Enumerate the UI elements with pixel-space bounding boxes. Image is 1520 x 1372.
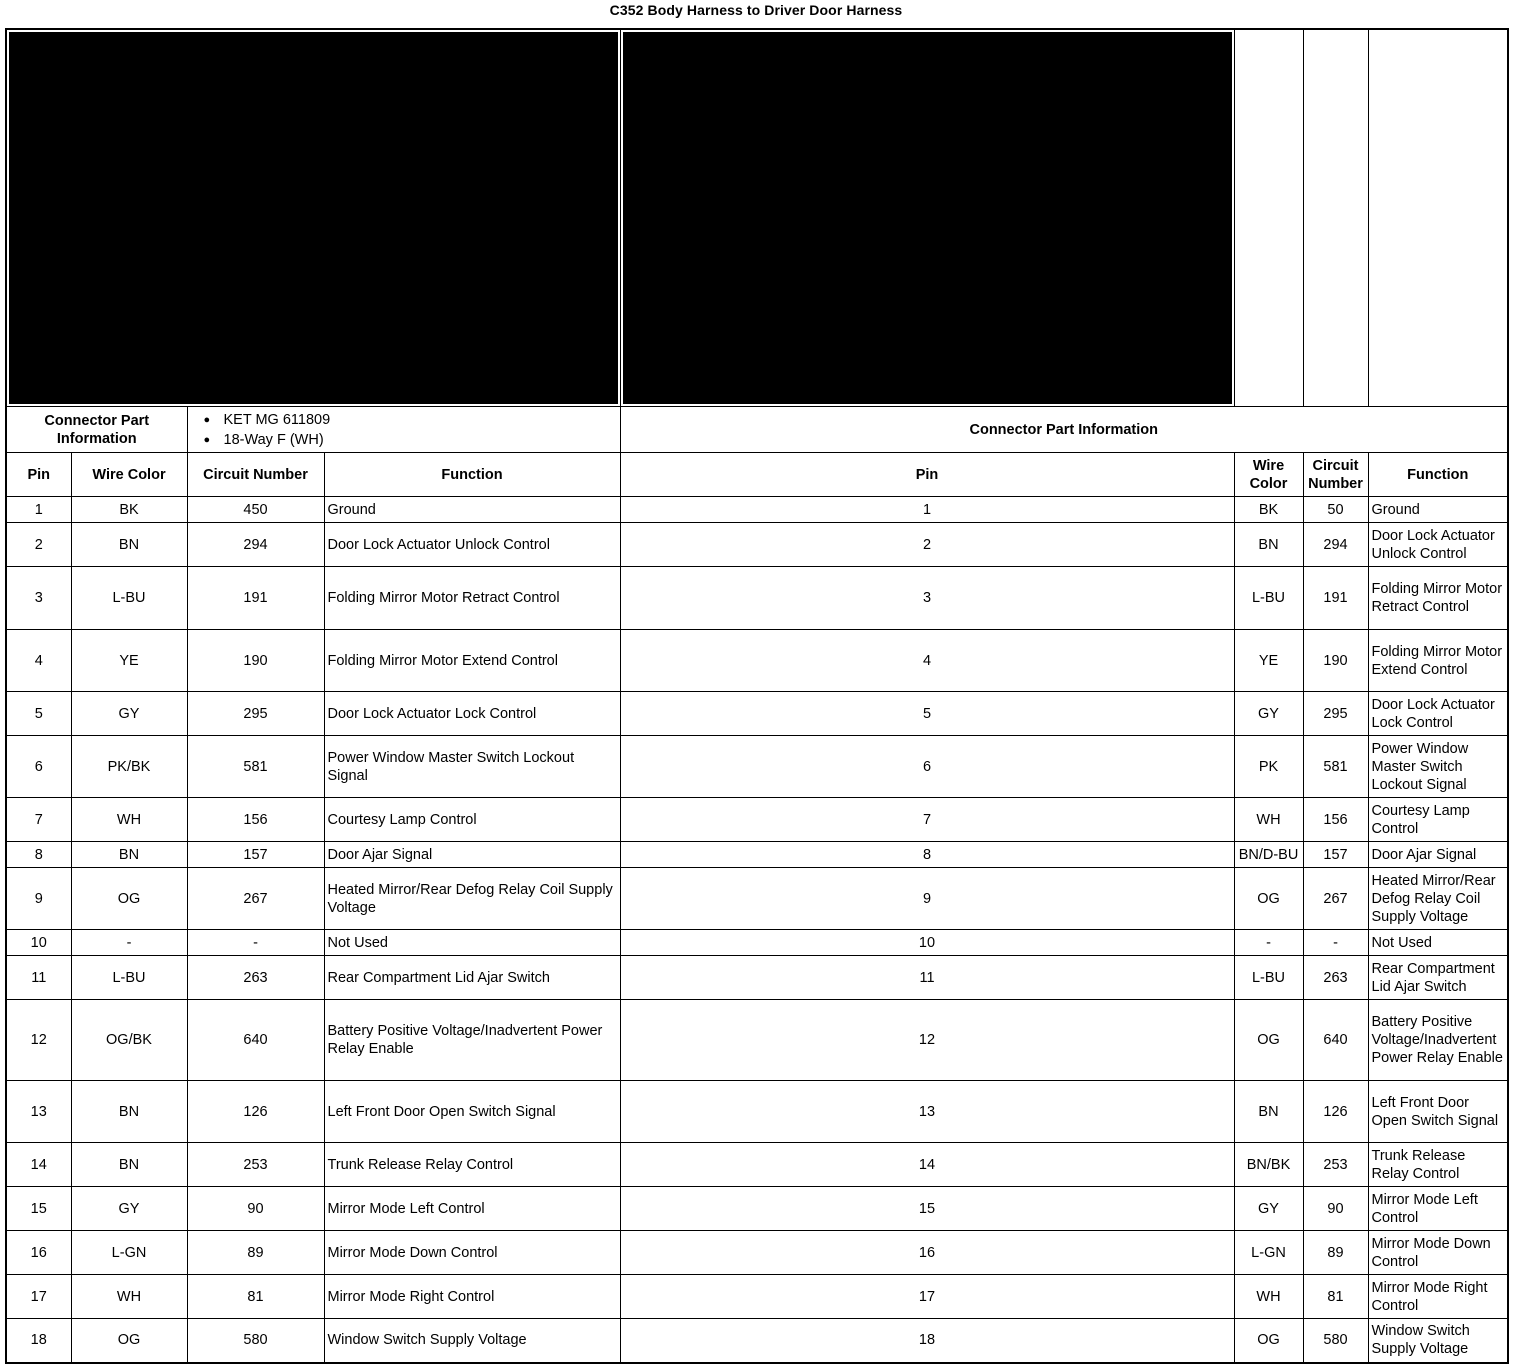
wire-color-cell: OG <box>71 868 187 930</box>
circuit-number-cell-right: 89 <box>1303 1231 1368 1275</box>
function-cell: Trunk Release Relay Control <box>324 1143 620 1187</box>
function-cell-right: Folding Mirror Motor Extend Control <box>1368 630 1508 692</box>
header-wire-color-right: Wire Color <box>1234 453 1303 497</box>
pin-cell: 16 <box>6 1231 71 1275</box>
function-cell-right: Mirror Mode Right Control <box>1368 1275 1508 1319</box>
pin-cell-right: 17 <box>620 1275 1234 1319</box>
wire-color-cell: OG <box>71 1319 187 1363</box>
function-cell: Window Switch Supply Voltage <box>324 1319 620 1363</box>
function-cell: Folding Mirror Motor Retract Control <box>324 567 620 630</box>
pin-cell-right: 4 <box>620 630 1234 692</box>
connector-part-info-list <box>187 407 620 453</box>
header-function-right: Function <box>1368 453 1508 497</box>
pin-cell: 8 <box>6 842 71 868</box>
wire-color-cell: WH <box>71 1275 187 1319</box>
wire-color-cell-right: BN <box>1234 1081 1303 1143</box>
pin-cell-right: 2 <box>620 523 1234 567</box>
pin-cell: 15 <box>6 1187 71 1231</box>
connector-image-row <box>6 29 1508 407</box>
wire-color-cell-right: L-BU <box>1234 956 1303 1000</box>
pin-cell-right: 11 <box>620 956 1234 1000</box>
circuit-number-cell-right: 581 <box>1303 736 1368 798</box>
wire-color-cell: BN <box>71 842 187 868</box>
pin-cell-right: 18 <box>620 1319 1234 1363</box>
connector-info-item: ● KET MG 611809 <box>204 410 618 430</box>
function-cell-right: Power Window Master Switch Lockout Signal <box>1368 736 1508 798</box>
function-cell: Courtesy Lamp Control <box>324 798 620 842</box>
circuit-number-cell: 81 <box>187 1275 324 1319</box>
table-row <box>6 842 1508 868</box>
table-row <box>6 692 1508 736</box>
header-circuit-number-left: Circuit Number <box>187 453 324 497</box>
table-row <box>6 567 1508 630</box>
wire-color-cell-right: OG <box>1234 868 1303 930</box>
pinout-table <box>5 28 1509 1364</box>
circuit-number-cell: 126 <box>187 1081 324 1143</box>
circuit-number-cell: 640 <box>187 1000 324 1081</box>
connector-part-info-label-right: Connector Part Information <box>620 407 1508 453</box>
pin-cell: 2 <box>6 523 71 567</box>
function-cell-right: Courtesy Lamp Control <box>1368 798 1508 842</box>
header-circuit-number-right: Circuit Number <box>1303 453 1368 497</box>
circuit-number-cell: 267 <box>187 868 324 930</box>
wire-color-cell-right: L-GN <box>1234 1231 1303 1275</box>
column-header-row <box>6 453 1508 497</box>
connector-info-row <box>6 407 1508 453</box>
wire-color-cell: GY <box>71 692 187 736</box>
circuit-number-cell-right: 640 <box>1303 1000 1368 1081</box>
pin-cell-right: 12 <box>620 1000 1234 1081</box>
wire-color-cell-right: BN/D-BU <box>1234 842 1303 868</box>
table-row <box>6 956 1508 1000</box>
function-cell: Mirror Mode Left Control <box>324 1187 620 1231</box>
circuit-number-cell: 190 <box>187 630 324 692</box>
function-cell-right: Battery Positive Voltage/Inadvertent Power Relay Enable <box>1368 1000 1508 1081</box>
header-function-left: Function <box>324 453 620 497</box>
pin-cell: 10 <box>6 930 71 956</box>
wire-color-cell: OG/BK <box>71 1000 187 1081</box>
function-cell-right: Rear Compartment Lid Ajar Switch <box>1368 956 1508 1000</box>
circuit-number-cell-right: 50 <box>1303 497 1368 523</box>
wire-color-cell: BN <box>71 1143 187 1187</box>
wire-color-cell-right: BK <box>1234 497 1303 523</box>
table-row <box>6 1081 1508 1143</box>
table-row <box>6 630 1508 692</box>
circuit-number-cell: 90 <box>187 1187 324 1231</box>
table-row <box>6 798 1508 842</box>
empty-cell <box>1234 29 1303 407</box>
function-cell: Ground <box>324 497 620 523</box>
function-cell: Door Ajar Signal <box>324 842 620 868</box>
wire-color-cell: WH <box>71 798 187 842</box>
circuit-number-cell-right: 156 <box>1303 798 1368 842</box>
wire-color-cell-right: OG <box>1234 1000 1303 1081</box>
pin-cell-right: 9 <box>620 868 1234 930</box>
table-row <box>6 1143 1508 1187</box>
function-cell: Power Window Master Switch Lockout Signal <box>324 736 620 798</box>
table-row <box>6 1000 1508 1081</box>
function-cell: Door Lock Actuator Lock Control <box>324 692 620 736</box>
table-row <box>6 868 1508 930</box>
header-pin-left: Pin <box>6 453 71 497</box>
pin-cell: 7 <box>6 798 71 842</box>
function-cell-right: Ground <box>1368 497 1508 523</box>
pin-cell-right: 6 <box>620 736 1234 798</box>
circuit-number-cell-right: 191 <box>1303 567 1368 630</box>
function-cell: Battery Positive Voltage/Inadvertent Power Relay Enable <box>324 1000 620 1081</box>
wire-color-cell: - <box>71 930 187 956</box>
table-row <box>6 736 1508 798</box>
function-cell: Rear Compartment Lid Ajar Switch <box>324 956 620 1000</box>
circuit-number-cell: 450 <box>187 497 324 523</box>
circuit-number-cell-right: 294 <box>1303 523 1368 567</box>
pin-cell-right: 10 <box>620 930 1234 956</box>
table-row <box>6 1231 1508 1275</box>
function-cell-right: Door Lock Actuator Lock Control <box>1368 692 1508 736</box>
function-cell: Mirror Mode Down Control <box>324 1231 620 1275</box>
empty-cell <box>1368 29 1508 407</box>
wire-color-cell: L-BU <box>71 956 187 1000</box>
circuit-number-cell-right: 126 <box>1303 1081 1368 1143</box>
wire-color-cell: BN <box>71 523 187 567</box>
pin-cell-right: 3 <box>620 567 1234 630</box>
wire-color-cell: L-BU <box>71 567 187 630</box>
function-cell-right: Window Switch Supply Voltage <box>1368 1319 1508 1363</box>
table-row <box>6 523 1508 567</box>
circuit-number-cell-right: - <box>1303 930 1368 956</box>
wire-color-cell-right: GY <box>1234 692 1303 736</box>
circuit-number-cell: 581 <box>187 736 324 798</box>
empty-cell <box>1303 29 1368 407</box>
function-cell-right: Door Ajar Signal <box>1368 842 1508 868</box>
pin-cell: 12 <box>6 1000 71 1081</box>
circuit-number-cell: 156 <box>187 798 324 842</box>
function-cell: Folding Mirror Motor Extend Control <box>324 630 620 692</box>
function-cell-right: Heated Mirror/Rear Defog Relay Coil Supply Voltage <box>1368 868 1508 930</box>
wire-color-cell-right: YE <box>1234 630 1303 692</box>
function-cell: Not Used <box>324 930 620 956</box>
pin-cell: 3 <box>6 567 71 630</box>
pin-cell: 18 <box>6 1319 71 1363</box>
function-cell-right: Left Front Door Open Switch Signal <box>1368 1081 1508 1143</box>
circuit-number-cell-right: 157 <box>1303 842 1368 868</box>
circuit-number-cell-right: 81 <box>1303 1275 1368 1319</box>
circuit-number-cell: 263 <box>187 956 324 1000</box>
pin-cell: 5 <box>6 692 71 736</box>
pin-cell: 1 <box>6 497 71 523</box>
pin-cell-right: 16 <box>620 1231 1234 1275</box>
wire-color-cell-right: PK <box>1234 736 1303 798</box>
header-pin-right: Pin <box>620 453 1234 497</box>
circuit-number-cell: 295 <box>187 692 324 736</box>
pin-cell-right: 8 <box>620 842 1234 868</box>
circuit-number-cell: 580 <box>187 1319 324 1363</box>
circuit-number-cell-right: 580 <box>1303 1319 1368 1363</box>
wire-color-cell-right: BN/BK <box>1234 1143 1303 1187</box>
function-cell-right: Mirror Mode Down Control <box>1368 1231 1508 1275</box>
circuit-number-cell: 157 <box>187 842 324 868</box>
pin-cell: 17 <box>6 1275 71 1319</box>
circuit-number-cell-right: 295 <box>1303 692 1368 736</box>
pin-cell-right: 5 <box>620 692 1234 736</box>
circuit-number-cell-right: 253 <box>1303 1143 1368 1187</box>
connector-image-left <box>6 29 620 407</box>
wire-color-cell: BN <box>71 1081 187 1143</box>
function-cell-right: Trunk Release Relay Control <box>1368 1143 1508 1187</box>
pin-cell-right: 7 <box>620 798 1234 842</box>
connector-info-item: ● 18-Way F (WH) <box>204 430 618 450</box>
circuit-number-cell-right: 90 <box>1303 1187 1368 1231</box>
wire-color-cell: GY <box>71 1187 187 1231</box>
circuit-number-cell-right: 263 <box>1303 956 1368 1000</box>
pin-cell: 6 <box>6 736 71 798</box>
pin-cell-right: 1 <box>620 497 1234 523</box>
wire-color-cell: PK/BK <box>71 736 187 798</box>
pin-cell: 9 <box>6 868 71 930</box>
wire-color-cell: L-GN <box>71 1231 187 1275</box>
wire-color-cell-right: - <box>1234 930 1303 956</box>
pin-cell-right: 15 <box>620 1187 1234 1231</box>
page-title: C352 Body Harness to Driver Door Harness <box>609 2 903 18</box>
wire-color-cell: YE <box>71 630 187 692</box>
pin-cell-right: 14 <box>620 1143 1234 1187</box>
circuit-number-cell: 253 <box>187 1143 324 1187</box>
function-cell: Left Front Door Open Switch Signal <box>324 1081 620 1143</box>
circuit-number-cell-right: 190 <box>1303 630 1368 692</box>
function-cell-right: Door Lock Actuator Unlock Control <box>1368 523 1508 567</box>
circuit-number-cell: 294 <box>187 523 324 567</box>
circuit-number-cell: 191 <box>187 567 324 630</box>
header-wire-color-left: Wire Color <box>71 453 187 497</box>
pin-cell: 11 <box>6 956 71 1000</box>
pin-cell: 4 <box>6 630 71 692</box>
circuit-number-cell-right: 267 <box>1303 868 1368 930</box>
function-cell: Heated Mirror/Rear Defog Relay Coil Supply Voltage <box>324 868 620 930</box>
connector-part-info-label-left: Connector Part Information <box>6 407 187 453</box>
table-row <box>6 1187 1508 1231</box>
pin-cell-right: 13 <box>620 1081 1234 1143</box>
pin-cell: 14 <box>6 1143 71 1187</box>
table-row <box>6 1319 1508 1363</box>
wire-color-cell-right: WH <box>1234 1275 1303 1319</box>
wire-color-cell-right: GY <box>1234 1187 1303 1231</box>
table-row <box>6 1275 1508 1319</box>
wire-color-cell-right: WH <box>1234 798 1303 842</box>
table-row <box>6 497 1508 523</box>
wire-color-cell-right: BN <box>1234 523 1303 567</box>
function-cell-right: Mirror Mode Left Control <box>1368 1187 1508 1231</box>
function-cell: Door Lock Actuator Unlock Control <box>324 523 620 567</box>
wire-color-cell-right: L-BU <box>1234 567 1303 630</box>
function-cell: Mirror Mode Right Control <box>324 1275 620 1319</box>
circuit-number-cell: - <box>187 930 324 956</box>
connector-image-right <box>620 29 1234 407</box>
table-row <box>6 930 1508 956</box>
function-cell-right: Not Used <box>1368 930 1508 956</box>
wire-color-cell-right: OG <box>1234 1319 1303 1363</box>
function-cell-right: Folding Mirror Motor Retract Control <box>1368 567 1508 630</box>
pin-cell: 13 <box>6 1081 71 1143</box>
wire-color-cell: BK <box>71 497 187 523</box>
circuit-number-cell: 89 <box>187 1231 324 1275</box>
